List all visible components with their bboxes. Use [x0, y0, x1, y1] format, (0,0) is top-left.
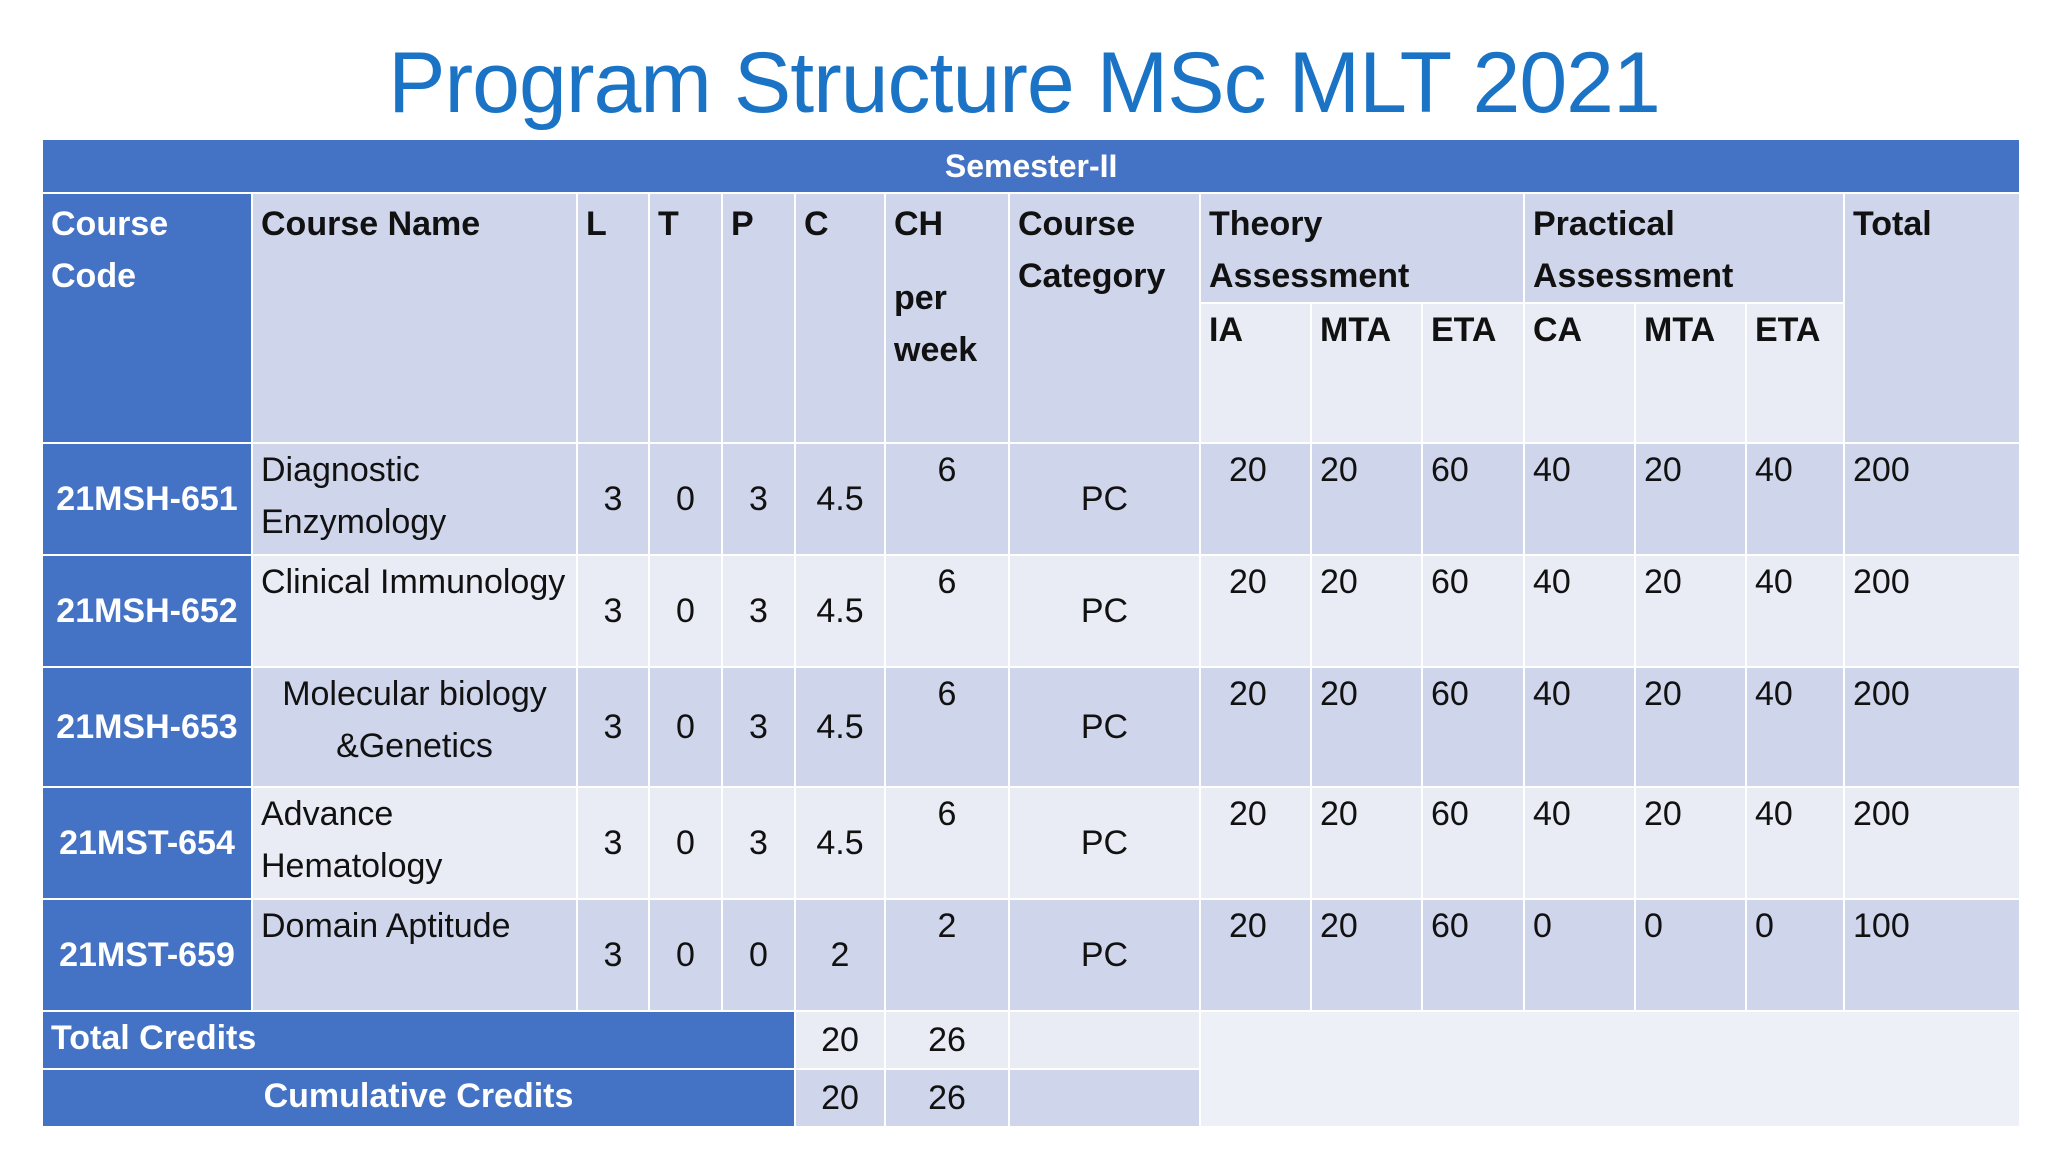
total-credits-ch: 26 [885, 1011, 1009, 1069]
header-course-category: Course Category [1009, 193, 1200, 443]
table-row [42, 443, 2020, 555]
cell-total: 200 [1844, 667, 2020, 787]
cell-eta: 60 [1422, 787, 1524, 899]
cell-practical-eta: 40 [1746, 787, 1844, 899]
cell-ch: 6 [885, 787, 1009, 899]
cell-category: PC [1009, 899, 1200, 1011]
cell-total: 200 [1844, 443, 2020, 555]
header-theory-ia: IA [1200, 303, 1311, 443]
total-credits-row [42, 1011, 2020, 1069]
header-ch-sub: per week [894, 279, 978, 369]
cell-c: 4.5 [795, 555, 885, 667]
cell-eta: 60 [1422, 667, 1524, 787]
header-practical-assessment: Practical Assessment [1524, 193, 1844, 303]
header-c: C [795, 193, 885, 443]
header-course-name: Course Name [252, 193, 577, 443]
cell-practical-eta: 40 [1746, 667, 1844, 787]
header-course-code: Course Code [42, 193, 252, 443]
header-practical-ca: CA [1524, 303, 1635, 443]
cumulative-credits-blank [1009, 1069, 1200, 1127]
cell-ia: 20 [1200, 899, 1311, 1011]
table-row [42, 899, 2020, 1011]
cell-c: 4.5 [795, 787, 885, 899]
page-title: Program Structure MSc MLT 2021 [388, 35, 1660, 131]
cell-t: 0 [649, 787, 722, 899]
table-row [42, 555, 2020, 667]
cumulative-credits-c: 20 [795, 1069, 885, 1127]
cell-ca: 0 [1524, 899, 1635, 1011]
header-practical-eta: ETA [1746, 303, 1844, 443]
cell-practical-mta: 20 [1635, 787, 1746, 899]
course-code: 21MST-659 [42, 899, 252, 1011]
table-row [42, 787, 2020, 899]
total-credits-blank [1009, 1011, 1200, 1069]
course-code: 21MSH-652 [42, 555, 252, 667]
cell-p: 3 [722, 667, 795, 787]
semester-header-row [42, 139, 2020, 193]
cell-ca: 40 [1524, 787, 1635, 899]
header-ch-label: CH [894, 205, 944, 243]
cell-practical-eta: 40 [1746, 555, 1844, 667]
cell-p: 0 [722, 899, 795, 1011]
cell-mta: 20 [1311, 443, 1422, 555]
cell-l: 3 [577, 787, 649, 899]
cell-c: 4.5 [795, 443, 885, 555]
cell-l: 3 [577, 443, 649, 555]
cell-ca: 40 [1524, 667, 1635, 787]
total-credits-label: Total Credits [42, 1011, 795, 1069]
empty-area [1200, 1011, 2020, 1127]
course-code: 21MST-654 [42, 787, 252, 899]
course-name: Domain Aptitude [252, 899, 577, 1011]
course-name: Clinical Immunology [252, 555, 577, 667]
cell-total: 200 [1844, 555, 2020, 667]
course-code: 21MSH-653 [42, 667, 252, 787]
course-name: Advance Hematology [252, 787, 577, 899]
cell-practical-mta: 20 [1635, 443, 1746, 555]
cell-practical-mta: 20 [1635, 555, 1746, 667]
header-t: T [649, 193, 722, 443]
header-theory-eta: ETA [1422, 303, 1524, 443]
cell-practical-eta: 0 [1746, 899, 1844, 1011]
cell-practical-mta: 0 [1635, 899, 1746, 1011]
cell-category: PC [1009, 555, 1200, 667]
cell-category: PC [1009, 667, 1200, 787]
cell-ch: 6 [885, 667, 1009, 787]
semester-label: Semester-II [42, 139, 2020, 193]
header-total: Total [1844, 193, 2020, 443]
cell-total: 100 [1844, 899, 2020, 1011]
cell-eta: 60 [1422, 899, 1524, 1011]
cell-ia: 20 [1200, 667, 1311, 787]
header-theory-assessment: Theory Assessment [1200, 193, 1524, 303]
cell-eta: 60 [1422, 555, 1524, 667]
cell-total: 200 [1844, 787, 2020, 899]
course-code: 21MSH-651 [42, 443, 252, 555]
header-practical-mta: MTA [1635, 303, 1746, 443]
cell-mta: 20 [1311, 555, 1422, 667]
column-header-row [42, 193, 2020, 303]
cell-practical-eta: 40 [1746, 443, 1844, 555]
total-credits-c: 20 [795, 1011, 885, 1069]
cell-p: 3 [722, 443, 795, 555]
cell-mta: 20 [1311, 787, 1422, 899]
cell-ca: 40 [1524, 555, 1635, 667]
cumulative-credits-label: Cumulative Credits [42, 1069, 795, 1127]
cell-ch: 6 [885, 555, 1009, 667]
header-p: P [722, 193, 795, 443]
cell-p: 3 [722, 555, 795, 667]
cell-category: PC [1009, 443, 1200, 555]
cell-c: 2 [795, 899, 885, 1011]
table-row [42, 667, 2020, 787]
cell-l: 3 [577, 667, 649, 787]
cumulative-credits-ch: 26 [885, 1069, 1009, 1127]
cell-category: PC [1009, 787, 1200, 899]
cell-c: 4.5 [795, 667, 885, 787]
cell-t: 0 [649, 667, 722, 787]
cell-t: 0 [649, 899, 722, 1011]
cell-ia: 20 [1200, 443, 1311, 555]
course-name: Diagnostic Enzymology [252, 443, 577, 555]
cell-l: 3 [577, 899, 649, 1011]
cell-ia: 20 [1200, 787, 1311, 899]
cell-mta: 20 [1311, 667, 1422, 787]
cell-mta: 20 [1311, 899, 1422, 1011]
cell-t: 0 [649, 443, 722, 555]
cell-p: 3 [722, 787, 795, 899]
cell-ch: 6 [885, 443, 1009, 555]
program-structure-table [41, 138, 2021, 1128]
course-name: Molecular biology &Genetics [252, 667, 577, 787]
cell-l: 3 [577, 555, 649, 667]
cell-eta: 60 [1422, 443, 1524, 555]
header-theory-mta: MTA [1311, 303, 1422, 443]
cell-ca: 40 [1524, 443, 1635, 555]
cell-t: 0 [649, 555, 722, 667]
header-l: L [577, 193, 649, 443]
cell-ch: 2 [885, 899, 1009, 1011]
cell-ia: 20 [1200, 555, 1311, 667]
cell-practical-mta: 20 [1635, 667, 1746, 787]
header-ch [885, 193, 1009, 443]
